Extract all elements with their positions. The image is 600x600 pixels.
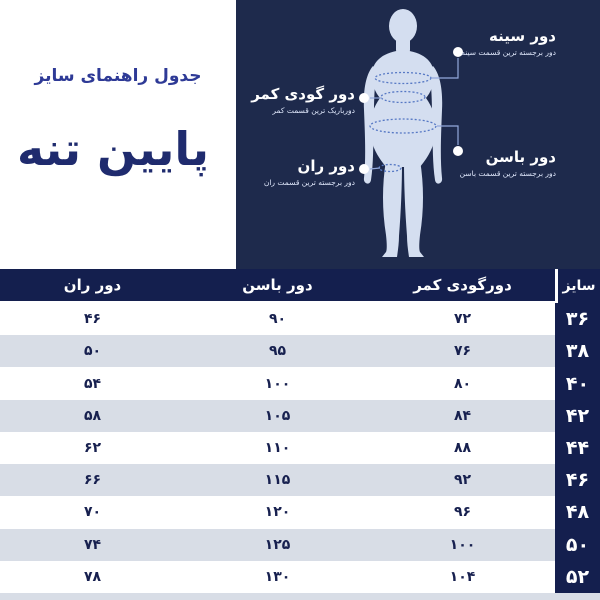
label-hip [448, 148, 556, 178]
size-table-header [0, 269, 600, 303]
cell-waist: ۹۶ [453, 504, 472, 521]
waist-dot [359, 93, 369, 103]
label-hip-subtitle: دور برجسته ترین قسمت باسن [459, 168, 556, 178]
header-thigh: دور ران [0, 269, 185, 303]
cell-hip: ۱۰۵ [264, 407, 291, 424]
cell-size: ۴۸ [555, 496, 600, 528]
measurement-diagram [236, 0, 600, 269]
label-bust [448, 27, 556, 57]
cell-hip: ۱۲۰ [264, 504, 291, 521]
cell-thigh: ۵۴ [83, 375, 102, 392]
cell-waist: ۱۰۴ [449, 568, 476, 585]
table-row [0, 400, 600, 432]
label-thigh-title: دور ران [297, 157, 355, 175]
cell-waist: ۸۸ [453, 439, 472, 456]
cell-waist: ۷۶ [453, 343, 472, 360]
cell-thigh: ۵۰ [83, 343, 102, 360]
cell-size: ۳۶ [555, 303, 600, 335]
cell-waist: ۱۰۰ [449, 536, 476, 553]
thigh-dot [359, 164, 369, 174]
label-waist-subtitle: دورباریک ترین قسمت کمر [272, 105, 355, 115]
cell-size: ۴۴ [555, 432, 600, 464]
cell-hip: ۱۰۰ [264, 375, 291, 392]
label-bust-title: دور سینه [489, 27, 556, 45]
label-bust-subtitle: دور برجسته ترین قسمت سینه [461, 47, 556, 57]
label-hip-title: دور باسن [485, 148, 556, 166]
cell-thigh: ۶۲ [83, 439, 102, 456]
cell-thigh: ۵۸ [83, 407, 102, 424]
page-title: پایین تنه [17, 122, 209, 176]
cell-size: ۴۲ [555, 400, 600, 432]
table-row [0, 335, 600, 367]
cell-waist: ۹۲ [453, 472, 472, 489]
cell-waist: ۷۲ [453, 311, 472, 328]
table-row [0, 367, 600, 399]
cell-thigh: ۴۶ [83, 311, 102, 328]
header-size: سایز [555, 269, 600, 303]
cell-hip: ۱۲۵ [264, 536, 291, 553]
table-row [0, 464, 600, 496]
label-waist-title: دور گودی کمر [251, 85, 355, 103]
cell-size: ۴۶ [555, 464, 600, 496]
cell-hip: ۹۰ [268, 311, 287, 328]
table-row [0, 496, 600, 528]
header-waist: دورگودی کمر [370, 269, 555, 303]
guide-title: جدول راهنمای سایز [34, 66, 202, 86]
cell-waist: ۸۰ [453, 375, 472, 392]
label-thigh-subtitle: دور برجسته ترین قسمت ران [263, 177, 355, 187]
cell-hip: ۱۳۰ [264, 568, 291, 585]
header-hip: دور باسن [185, 269, 370, 303]
cell-thigh: ۷۴ [83, 536, 102, 553]
label-waist [238, 85, 355, 115]
table-row [0, 561, 600, 593]
cell-size: ۳۸ [555, 335, 600, 367]
cell-waist: ۸۴ [453, 407, 472, 424]
cell-size: ۴۰ [555, 367, 600, 399]
cell-thigh: ۷۸ [83, 568, 102, 585]
cell-thigh: ۷۰ [83, 504, 102, 521]
cell-hip: ۹۵ [268, 343, 287, 360]
cell-size: ۵۰ [555, 529, 600, 561]
table-row [0, 432, 600, 464]
table-row [0, 303, 600, 335]
cell-size: ۵۲ [555, 561, 600, 593]
bottom-strip [0, 593, 600, 600]
label-thigh [238, 157, 355, 187]
size-table-body [0, 303, 600, 593]
title-panel [0, 0, 236, 269]
table-row [0, 529, 600, 561]
cell-hip: ۱۱۵ [264, 472, 291, 489]
cell-thigh: ۶۶ [83, 472, 102, 489]
cell-hip: ۱۱۰ [264, 439, 291, 456]
